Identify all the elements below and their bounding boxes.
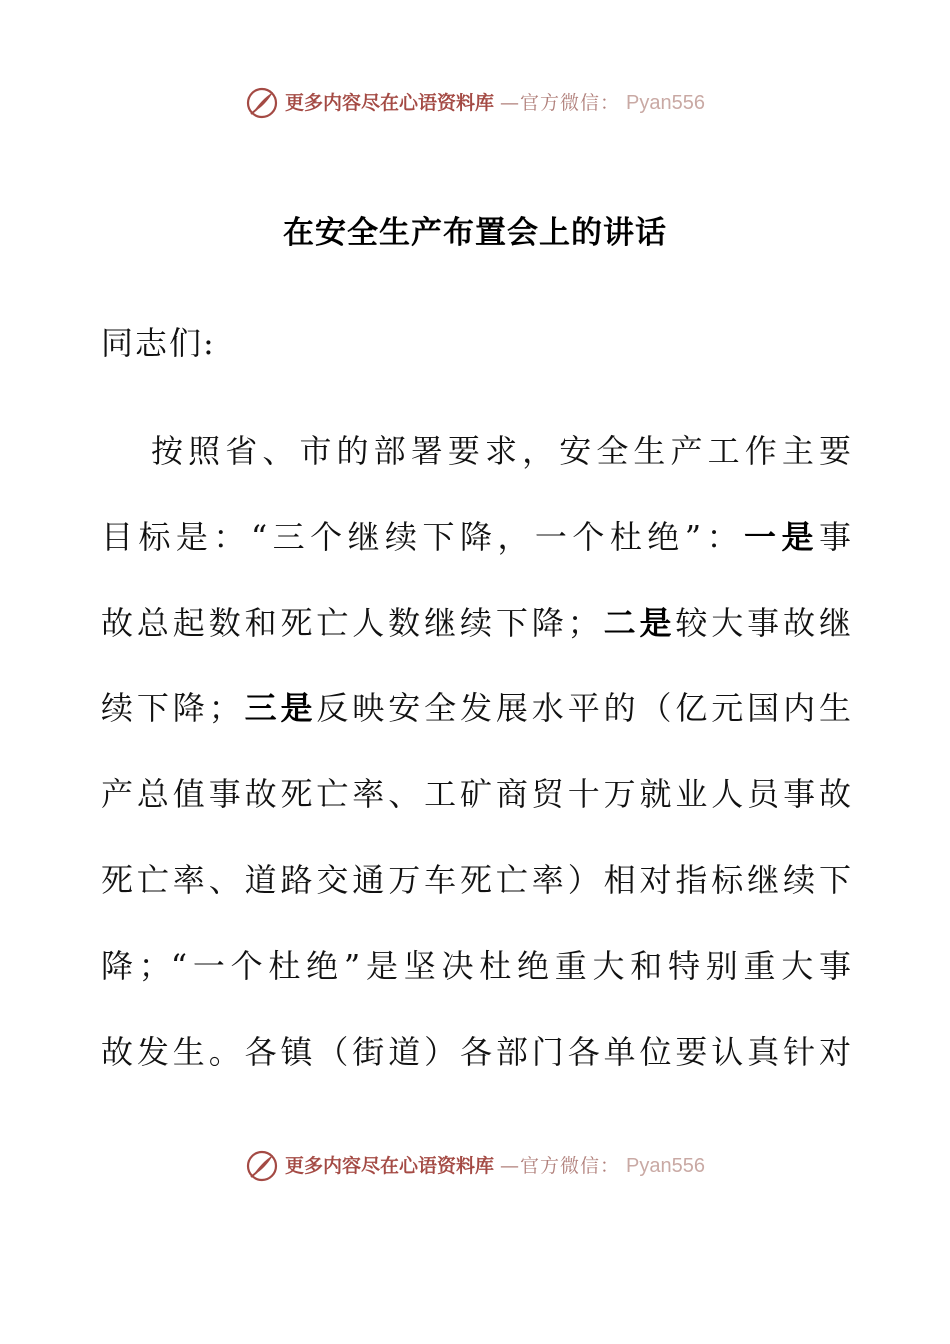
header-watermark bbox=[0, 86, 950, 120]
emphasis-third: 三是 bbox=[240, 689, 317, 728]
watermark-wechat-id: Pyan556 bbox=[626, 92, 705, 114]
footer-watermark bbox=[0, 1149, 950, 1183]
quill-logo-icon bbox=[245, 86, 279, 120]
body-text-segment: 较大事故继 bbox=[675, 603, 851, 642]
body-line-1: 按照省、市的部署要求，安全生产工作主要 bbox=[151, 432, 851, 470]
emphasis-first: 一是 bbox=[744, 517, 819, 556]
body-text-segment: 事 bbox=[818, 517, 851, 556]
body-text-segment: 反映安全发展水平的（亿元国内生 bbox=[316, 689, 851, 728]
body-line-3 bbox=[101, 581, 851, 667]
page-title: 在安全生产布置会上的讲话 bbox=[283, 215, 667, 251]
watermark-wechat-label: —官方微信： bbox=[500, 1155, 621, 1177]
watermark-wechat-id: Pyan556 bbox=[626, 1155, 705, 1177]
body-line-6: 死亡率、道路交通万车死亡率）相对指标继续下 bbox=[101, 860, 851, 899]
watermark-library-text: 更多内容尽在心语资料库 bbox=[285, 92, 495, 114]
emphasis-second: 二是 bbox=[599, 603, 676, 642]
quill-logo-icon bbox=[245, 1149, 279, 1183]
body-line-2 bbox=[101, 495, 851, 581]
body-text-segment: 续下降； bbox=[101, 689, 241, 728]
body-text-segment: 目标是：“三个继续下降，一个杜绝”： bbox=[101, 517, 745, 556]
body-line-4 bbox=[101, 666, 851, 752]
watermark-library-text: 更多内容尽在心语资料库 bbox=[285, 1155, 495, 1177]
body-paragraph bbox=[101, 409, 851, 1095]
watermark-wechat-label: —官方微信： bbox=[500, 92, 621, 114]
body-text-segment: 故总起数和死亡人数继续下降； bbox=[101, 603, 600, 642]
body-line-5: 产总值事故死亡率、工矿商贸十万就业人员事故 bbox=[101, 775, 851, 814]
body-line-8: 故发生。各镇（街道）各部门各单位要认真针对 bbox=[101, 1032, 851, 1071]
greeting: 同志们: bbox=[101, 324, 216, 362]
body-line-7: 降；“一个杜绝”是坚决杜绝重大和特别重大事 bbox=[101, 946, 851, 985]
